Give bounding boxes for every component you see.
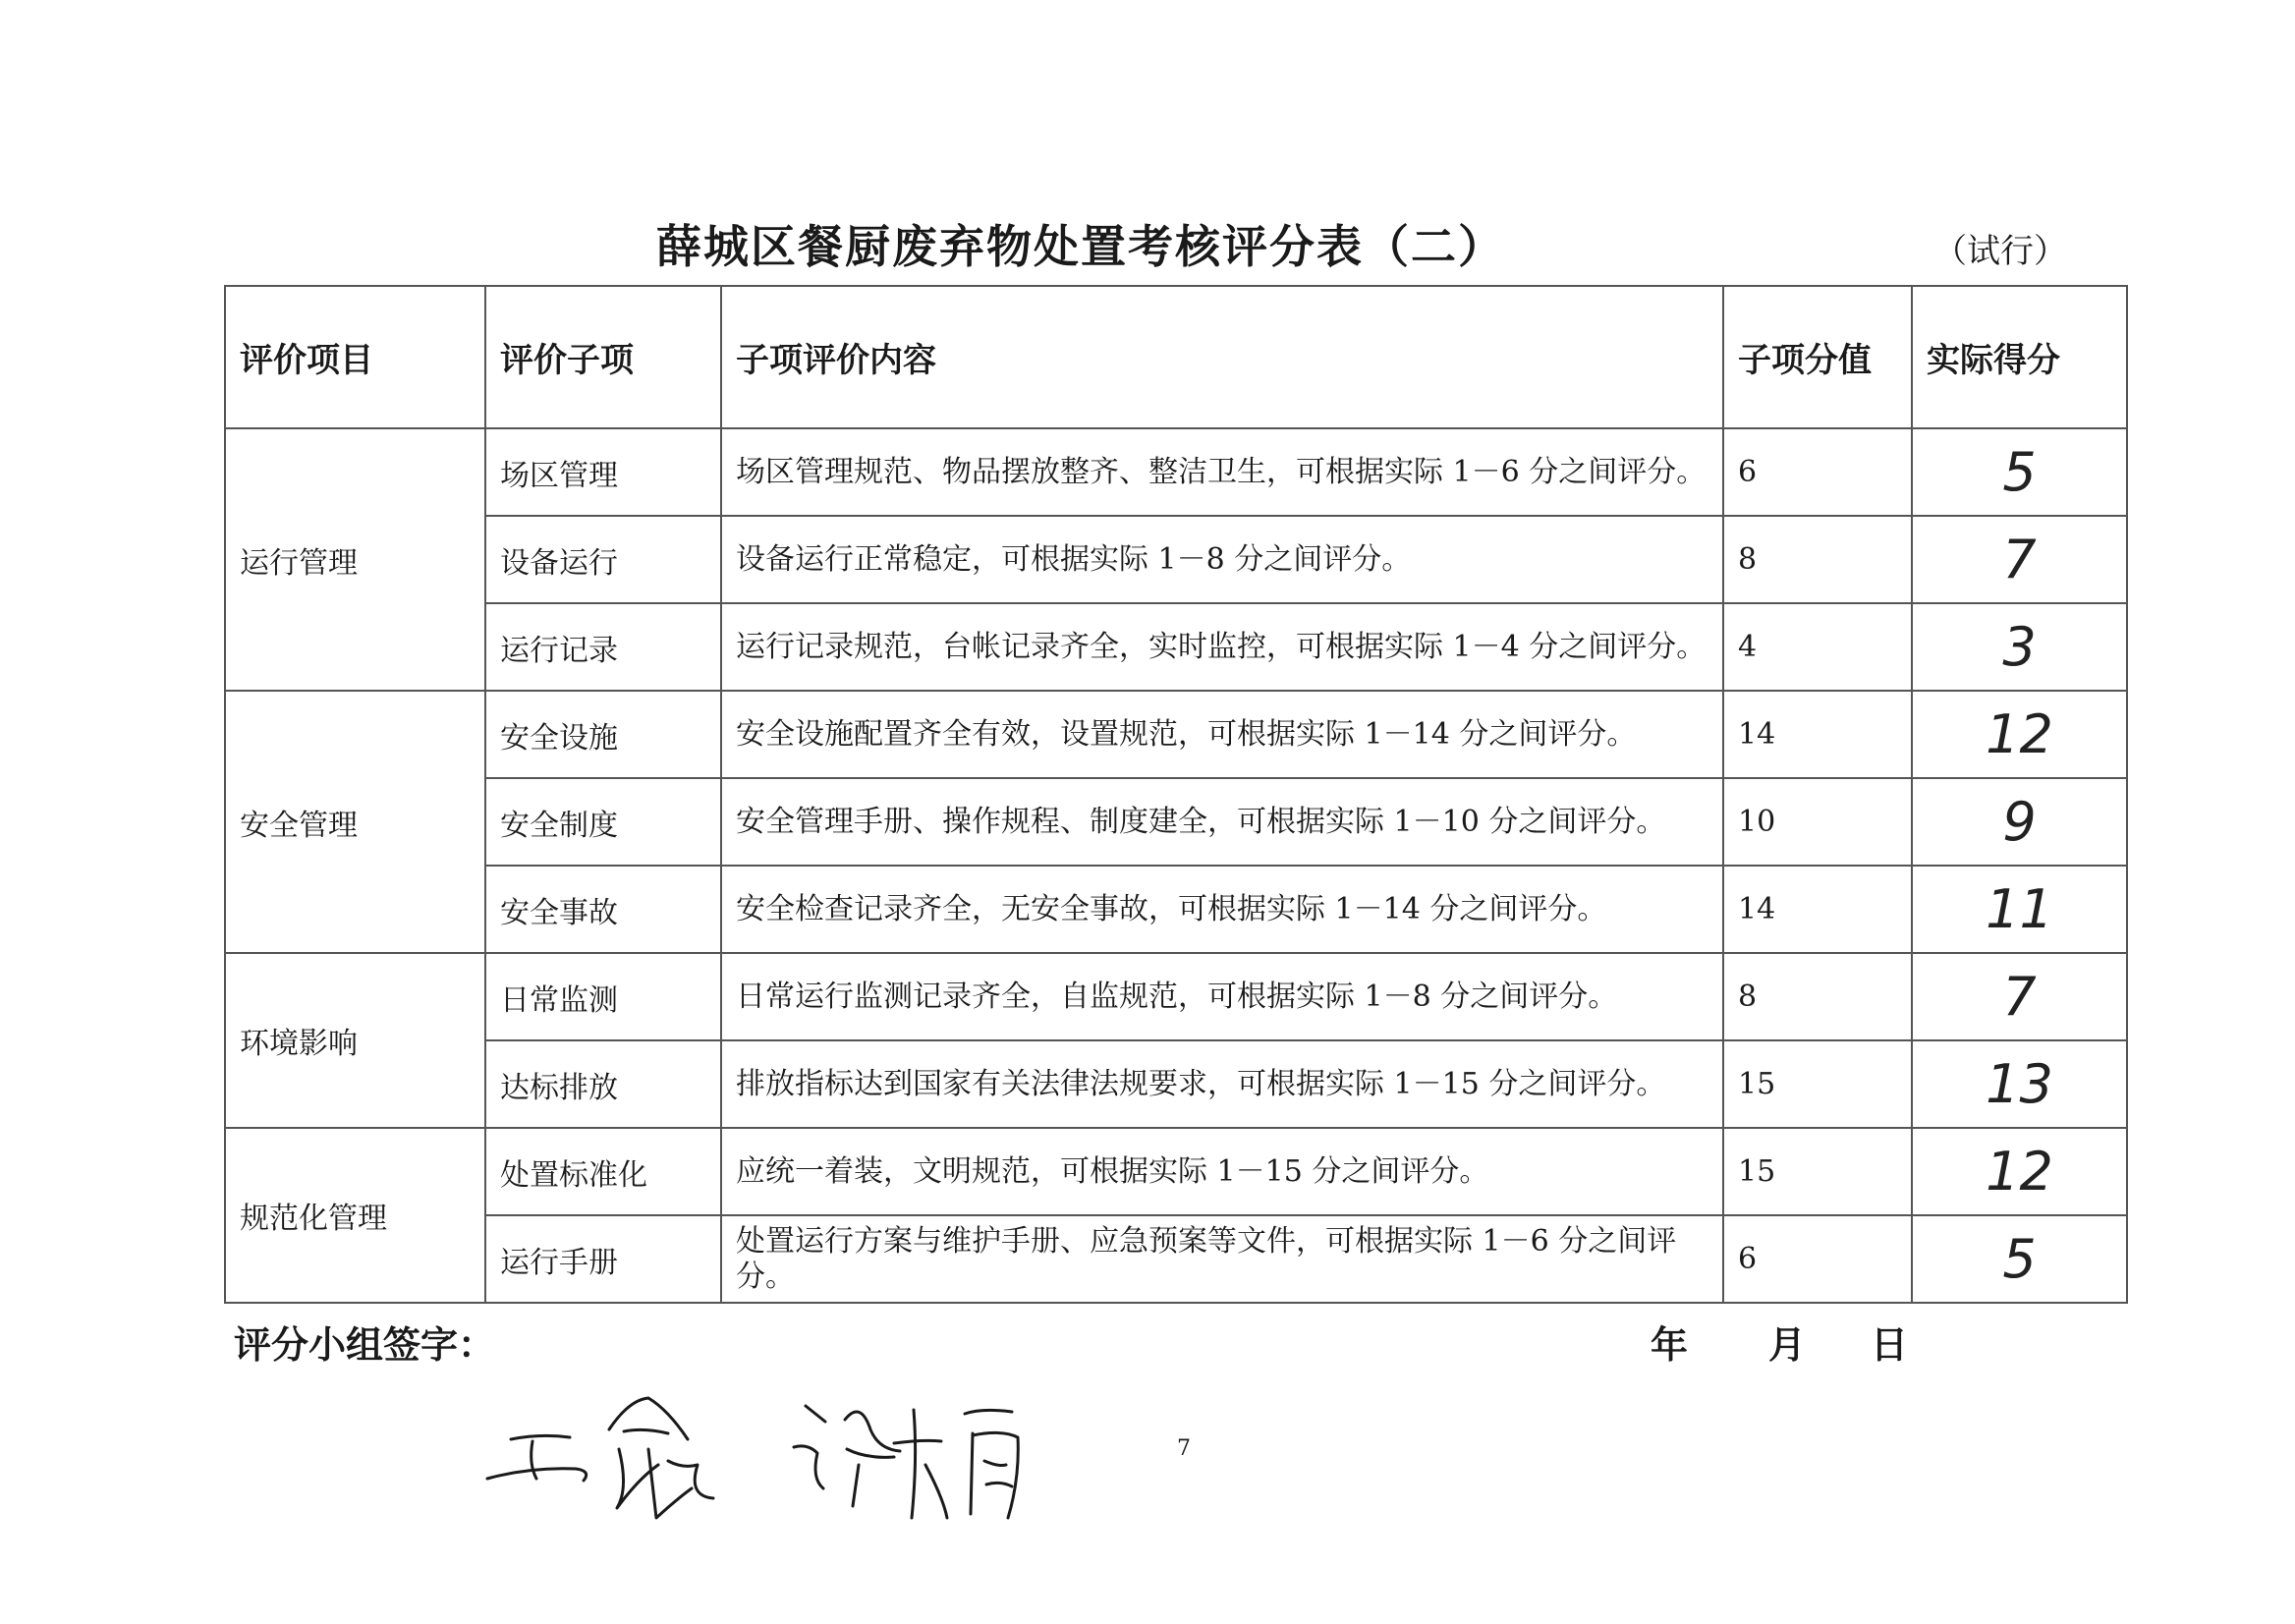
max-score-cell: 15	[1723, 1128, 1912, 1215]
handwritten-score: 3	[2002, 616, 2037, 678]
handwritten-score: 13	[1986, 1053, 2053, 1115]
table-row	[225, 516, 2127, 603]
max-score-cell: 6	[1723, 1215, 1912, 1303]
table-row	[225, 953, 2127, 1040]
table-row	[225, 1128, 2127, 1215]
actual-score-cell	[1912, 516, 2127, 603]
header-subitem: 评价子项	[485, 286, 721, 428]
max-score-cell: 14	[1723, 691, 1912, 778]
table-row	[225, 1215, 2127, 1303]
subitem-cell: 场区管理	[485, 428, 721, 516]
header-category: 评价项目	[225, 286, 485, 428]
table-row	[225, 866, 2127, 953]
page-number: 7	[1177, 1436, 1191, 1461]
handwritten-score: 5	[2002, 441, 2037, 503]
subitem-cell: 运行记录	[485, 603, 721, 691]
category-cell: 安全管理	[225, 691, 485, 953]
actual-score-cell	[1912, 1215, 2127, 1303]
subitem-cell: 处置标准化	[485, 1128, 721, 1215]
handwritten-score: 7	[2002, 966, 2037, 1028]
table-row	[225, 428, 2127, 516]
category-cell: 规范化管理	[225, 1128, 485, 1303]
content-cell: 排放指标达到国家有关法律法规要求，可根据实际 1－15 分之间评分。	[721, 1040, 1723, 1128]
date-year-label: 年	[1651, 1322, 1689, 1367]
header-max-score: 子项分值	[1723, 286, 1912, 428]
content-cell: 安全管理手册、操作规程、制度建全，可根据实际 1－10 分之间评分。	[721, 778, 1723, 866]
content-cell: 设备运行正常稳定，可根据实际 1－8 分之间评分。	[721, 516, 1723, 603]
sign-label: 评分小组签字：	[234, 1322, 496, 1367]
content-cell: 安全设施配置齐全有效，设置规范，可根据实际 1－14 分之间评分。	[721, 691, 1723, 778]
actual-score-cell	[1912, 428, 2127, 516]
actual-score-cell	[1912, 603, 2127, 691]
subitem-cell: 安全设施	[485, 691, 721, 778]
category-cell: 环境影响	[225, 953, 485, 1128]
handwritten-score: 11	[1986, 878, 2053, 940]
trial-note: （试行）	[1933, 232, 2067, 271]
content-cell: 场区管理规范、物品摆放整齐、整洁卫生，可根据实际 1－6 分之间评分。	[721, 428, 1723, 516]
score-table	[224, 285, 2128, 1304]
table-row	[225, 778, 2127, 866]
max-score-cell: 6	[1723, 428, 1912, 516]
handwritten-score: 9	[2002, 791, 2037, 853]
actual-score-cell	[1912, 778, 2127, 866]
subitem-cell: 运行手册	[485, 1215, 721, 1303]
content-cell: 日常运行监测记录齐全，自监规范，可根据实际 1－8 分之间评分。	[721, 953, 1723, 1040]
subitem-cell: 设备运行	[485, 516, 721, 603]
header-content: 子项评价内容	[721, 286, 1723, 428]
table-row	[225, 691, 2127, 778]
table-row	[225, 603, 2127, 691]
subitem-cell: 安全事故	[485, 866, 721, 953]
handwritten-score: 5	[2002, 1228, 2037, 1290]
category-cell: 运行管理	[225, 428, 485, 691]
header-actual-score: 实际得分	[1912, 286, 2127, 428]
subitem-cell: 日常监测	[485, 953, 721, 1040]
table-row	[225, 1040, 2127, 1128]
subitem-cell: 达标排放	[485, 1040, 721, 1128]
handwritten-score: 7	[2002, 529, 2037, 590]
page-title: 薛城区餐厨废弃物处置考核评分表（二）	[656, 220, 1505, 273]
actual-score-cell	[1912, 1128, 2127, 1215]
max-score-cell: 15	[1723, 1040, 1912, 1128]
content-cell: 处置运行方案与维护手册、应急预案等文件，可根据实际 1－6 分之间评分。	[721, 1215, 1723, 1303]
handwritten-score: 12	[1986, 1141, 2053, 1203]
actual-score-cell	[1912, 953, 2127, 1040]
content-cell: 应统一着装，文明规范，可根据实际 1－15 分之间评分。	[721, 1128, 1723, 1215]
handwritten-score: 12	[1986, 703, 2053, 765]
max-score-cell: 14	[1723, 866, 1912, 953]
max-score-cell: 10	[1723, 778, 1912, 866]
header-row	[225, 286, 2127, 428]
date-month-label: 月	[1768, 1322, 1807, 1367]
actual-score-cell	[1912, 1040, 2127, 1128]
content-cell: 安全检查记录齐全，无安全事故，可根据实际 1－14 分之间评分。	[721, 866, 1723, 953]
actual-score-cell	[1912, 691, 2127, 778]
content-cell: 运行记录规范，台帐记录齐全，实时监控，可根据实际 1－4 分之间评分。	[721, 603, 1723, 691]
max-score-cell: 4	[1723, 603, 1912, 691]
actual-score-cell	[1912, 866, 2127, 953]
handwritten-signature	[481, 1371, 1051, 1528]
date-day-label: 日	[1871, 1322, 1909, 1367]
max-score-cell: 8	[1723, 953, 1912, 1040]
max-score-cell: 8	[1723, 516, 1912, 603]
subitem-cell: 安全制度	[485, 778, 721, 866]
